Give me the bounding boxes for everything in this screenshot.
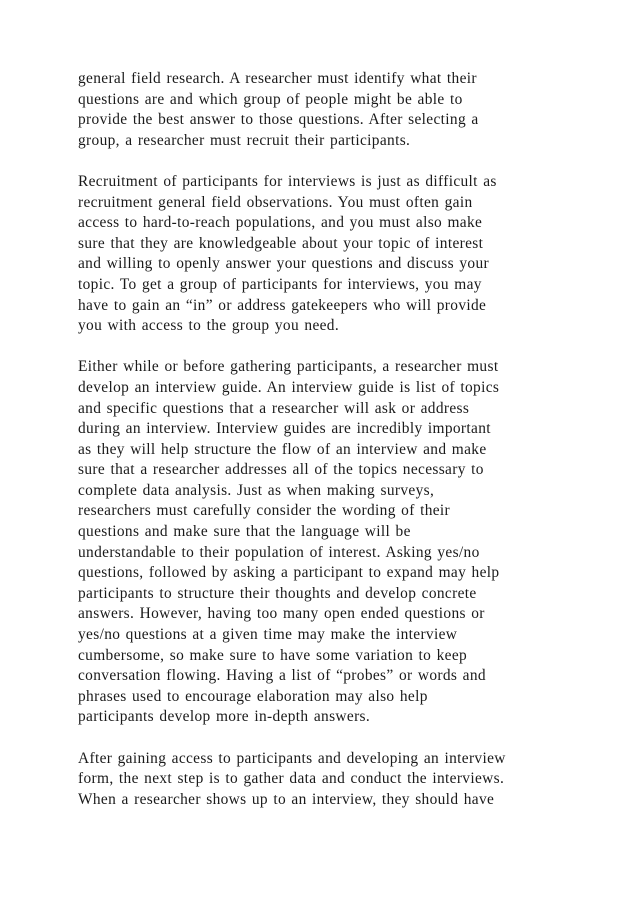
text-line: form, the next step is to gather data and conduct the interviews. [78,770,505,788]
text-line: answers. However, having too many open ended questions or [78,605,485,623]
text-line: general field research. A researcher must identify what their [78,70,477,87]
text-line: researchers must carefully consider the wording of their [78,502,451,520]
paragraph-4 [78,749,578,811]
text-line: and willing to openly answer your questions and discuss your [78,255,489,273]
text-line: provide the best answer to those questions. After selecting a [78,111,479,129]
text-line: Recruitment of participants for interviews is just as difficult as [78,172,497,190]
text-line: sure that they are knowledgeable about your topic of interest [78,234,484,252]
text-line: yes/no questions at a given time may make the interview [78,626,458,644]
text-line: questions, followed by asking a participant to expand may help [78,564,500,582]
text-line: After gaining access to participants and developing an interview [78,749,506,767]
text-line: you with access to the group you need. [78,317,340,335]
paragraph-1 [78,69,578,151]
document-body [78,69,578,831]
text-line: develop an interview guide. An interview guide is list of topics [78,378,500,396]
text-line: conversation flowing. Having a list of “probes” or words and [78,667,486,685]
text-line: as they will help structure the flow of an interview and make [78,440,487,458]
text-line: sure that a researcher addresses all of the topics necessary to [78,461,484,479]
text-line: complete data analysis. Just as when making surveys, [78,481,435,499]
text-line: topic. To get a group of participants for interviews, you may [78,275,482,293]
text-line: participants to structure their thoughts and develop concrete [78,584,477,602]
text-line: access to hard-to-reach populations, and you must also make [78,214,483,232]
text-line: phrases used to encourage elaboration may also help [78,687,428,705]
text-line: questions and make sure that the language will be [78,523,411,541]
text-line: group, a researcher must recruit their participants. [78,131,411,149]
text-line: during an interview. Interview guides are incredibly important [78,420,491,438]
text-line: understandable to their population of interest. Asking yes/no [78,543,480,561]
text-line: and specific questions that a researcher will ask or address [78,399,470,417]
text-line: Either while or before gathering participants, a researcher must [78,358,499,376]
text-line: questions are and which group of people might be able to [78,90,463,108]
text-line: When a researcher shows up to an interview, they should have [78,790,495,808]
text-line: have to gain an “in” or address gatekeepers who will provide [78,296,487,314]
paragraph-2 [78,172,578,337]
text-line: participants develop more in-depth answers. [78,708,371,726]
text-line: recruitment general field observations. You must often gain [78,193,473,211]
text-line: cumbersome, so make sure to have some variation to keep [78,646,468,664]
paragraph-3 [78,357,578,728]
